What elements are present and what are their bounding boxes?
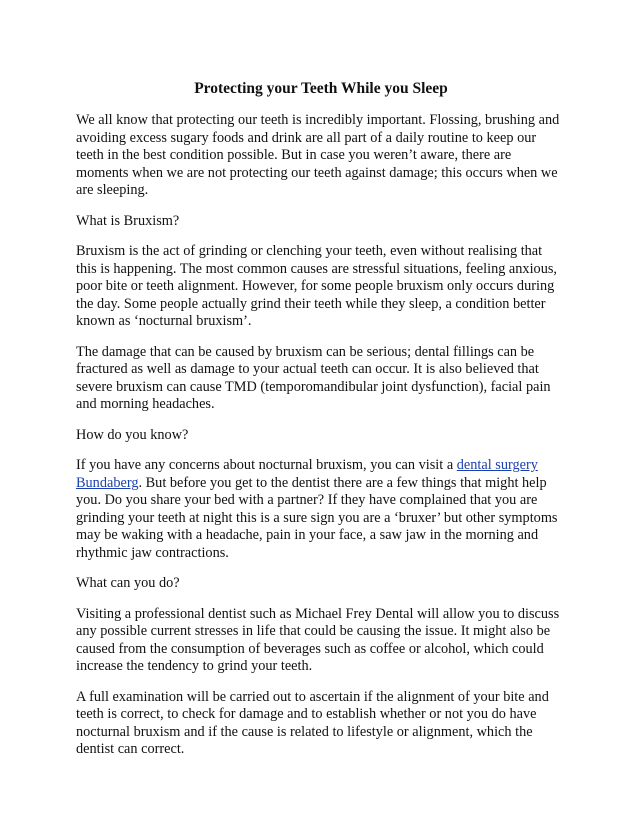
heading-how-do-you-know: How do you know? — [76, 426, 189, 443]
paragraph-intro: We all know that protecting our teeth is incredibly important. Flossing, brushing and avoiding excess sugary foods and drink are all part of a daily routine to keep our teeth in the best condition possible. But in case you weren’t aware, there are moments when we are not protecting our teeth against damage; this occurs when we are sleeping. — [76, 112, 560, 198]
dental-surgery-link[interactable]: dental surgery Bundaberg — [76, 457, 538, 491]
document-title: Protecting your Teeth While you Sleep — [194, 80, 448, 97]
paragraph-examination: A full examination will be carried out to ascertain if the alignment of your bite and teeth is correct, to check for damage and to establish whether or not you do have nocturnal bruxism and if the cause is related to lifestyle or alignment, which the dentist can correct. — [76, 688, 549, 757]
paragraph-bruxism-damage: The damage that can be caused by bruxism can be serious; dental fillings can be fractured as well as damage to your actual teeth can occur. It is also believed that severe bruxism can cause TMD (temporomandibular joint dysfunction), facial pain and morning headaches. — [76, 343, 551, 412]
heading-what-is-bruxism: What is Bruxism? — [76, 212, 180, 229]
heading-what-can-you-do: What can you do? — [76, 575, 180, 591]
paragraph-symptoms — [76, 457, 566, 562]
paragraph-bruxism-definition: Bruxism is the act of grinding or clenching your teeth, even without realising that this is happening. The most common causes are stressful situations, feeling anxious, poor bite or teeth alignment. However, for some people bruxism only occurs during the day. Some people actually grind their teeth while they sleep, a condition better known as ‘nocturnal bruxism’. — [76, 243, 557, 329]
document-content — [76, 80, 566, 772]
paragraph-symptoms-rest: . But before you get to the dentist there are a few things that might help you. Do you share your bed with a partner? If they have complained that you are grinding your teeth at night this is a sure sign you are a ‘bruxer’ but other symptoms may be waking with a headache, pain in your face, a saw jaw in the morning and rhythmic jaw contractions. — [76, 474, 558, 561]
paragraph-visit-dentist: Visiting a professional dentist such as Michael Frey Dental will allow you to discuss any possible current stresses in life that could be causing the issue. It might also be caused from the consumption of beverages such as coffee or alcohol, which could increase the tendency to grind your teeth. — [76, 605, 560, 674]
paragraph-symptoms-lead: If you have any concerns about nocturnal bruxism, you can visit a — [76, 457, 457, 473]
